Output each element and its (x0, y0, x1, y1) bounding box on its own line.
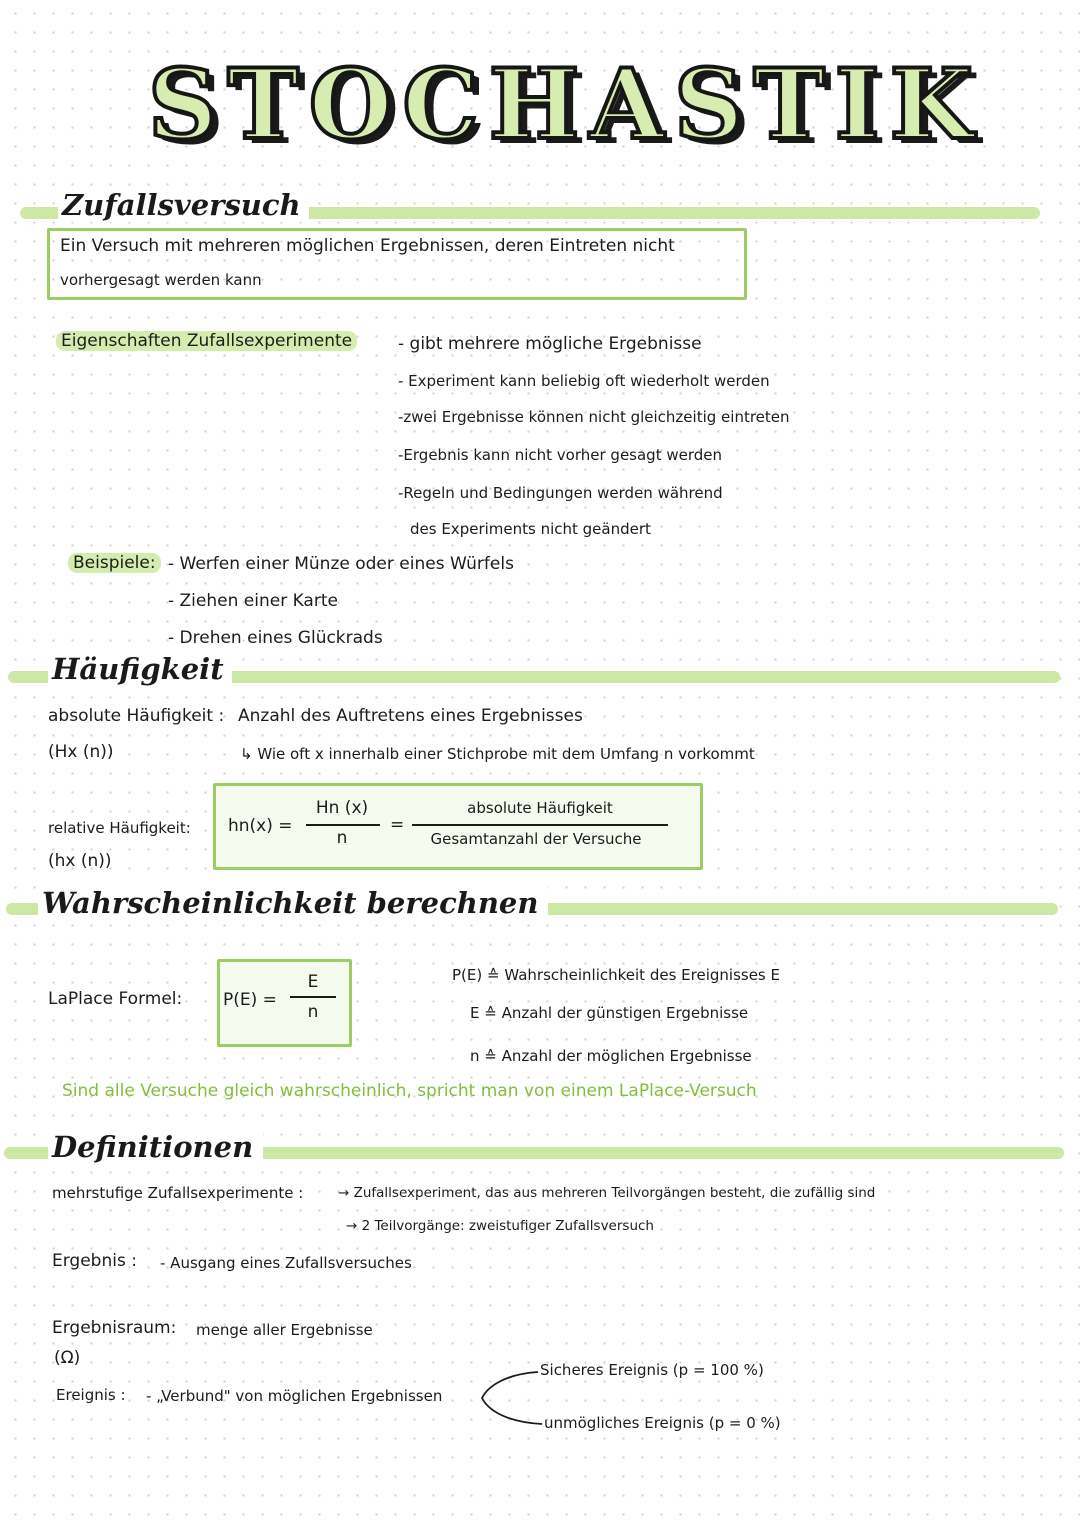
property-6: des Experiments nicht geändert (410, 520, 651, 538)
absolute-frequency-text: Anzahl des Auftretens eines Ergebnisses (238, 706, 583, 726)
fraction-1-line (306, 824, 380, 826)
heading-definitionen: Definitionen (48, 1130, 263, 1164)
formula-numerator: E (307, 972, 319, 992)
formula-lhs: P(E) = (223, 990, 277, 1010)
laplace-note: Sind alle Versuche gleich wahrscheinlich, spricht man von einem LaPlace-Versuch (62, 1081, 757, 1101)
legend-line-1: P(E) ≙ Wahrscheinlichkeit des Ereignisses E (452, 966, 780, 984)
property-1: - gibt mehrere mögliche Ergebnisse (398, 334, 702, 354)
example-3: - Drehen eines Glückrads (168, 628, 383, 648)
definition-line-1: Ein Versuch mit mehreren möglichen Ergebnissen, deren Eintreten nicht (60, 236, 675, 256)
ergebnisraum-label: Ergebnisraum: (52, 1318, 177, 1338)
absolute-frequency-label: absolute Häufigkeit : (48, 706, 225, 726)
relative-frequency-label: relative Häufigkeit: (48, 819, 191, 837)
legend-line-3: n ≙ Anzahl der möglichen Ergebnisse (470, 1047, 752, 1065)
laplace-label: LaPlace Formel: (48, 989, 183, 1009)
mehrstufig-note: → 2 Teilvorgänge: zweistufiger Zufallsversuch (346, 1218, 654, 1234)
examples-label: Beispiele: (68, 553, 161, 573)
fraction-2-numerator: absolute Häufigkeit (467, 799, 613, 817)
property-5: -Regeln und Bedingungen werden während (398, 484, 723, 502)
relative-frequency-symbol: (hx (n)) (48, 851, 112, 871)
example-1: - Werfen einer Münze oder eines Würfels (168, 554, 514, 574)
ereignis-label: Ereignis : (56, 1386, 126, 1404)
legend-line-2: E ≙ Anzahl der günstigen Ergebnisse (470, 1004, 749, 1022)
branch-unmoegliches-ereignis: unmögliches Ereignis (p = 0 %) (544, 1414, 781, 1432)
absolute-frequency-note: ↳ Wie oft x innerhalb einer Stichprobe mit dem Umfang n vorkommt (240, 745, 755, 763)
ergebnisraum-symbol: (Ω) (54, 1348, 81, 1368)
example-2: - Ziehen einer Karte (168, 591, 338, 611)
properties-label: Eigenschaften Zufallsexperimente (56, 331, 357, 351)
mehrstufig-text: → Zufallsexperiment, das aus mehreren Teilvorgängen besteht, die zufällig sind (338, 1185, 876, 1201)
heading-wahrscheinlichkeit: Wahrscheinlichkeit berechnen (38, 886, 548, 920)
ergebnis-text: - Ausgang eines Zufallsversuches (160, 1254, 412, 1272)
property-3: -zwei Ergebnisse können nicht gleichzeitig eintreten (398, 408, 790, 426)
heading-zufallsversuch: Zufallsversuch (58, 188, 309, 222)
branch-sicheres-ereignis: Sicheres Ereignis (p = 100 %) (540, 1361, 764, 1379)
property-4: -Ergebnis kann nicht vorher gesagt werden (398, 446, 723, 464)
formula-fraction-line (290, 996, 336, 998)
heading-haeufigkeit: Häufigkeit (48, 652, 232, 686)
fraction-1-denominator: n (336, 828, 348, 848)
fraction-2-denominator: Gesamtanzahl der Versuche (430, 830, 642, 848)
equals-sign: = (390, 815, 405, 835)
fraction-2-line (412, 824, 668, 826)
page-title: STOCHASTIK (148, 48, 984, 161)
ergebnis-label: Ergebnis : (52, 1251, 137, 1271)
mehrstufig-label: mehrstufige Zufallsexperimente : (52, 1184, 304, 1202)
ergebnisraum-text: menge aller Ergebnisse (196, 1321, 373, 1339)
formula-denominator: n (307, 1002, 319, 1022)
fraction-1-numerator: Hn (x) (315, 798, 369, 818)
branch-brace (476, 1364, 546, 1434)
definition-line-2: vorhergesagt werden kann (60, 271, 262, 289)
relative-frequency-lhs: hn(x) = (228, 816, 293, 836)
absolute-frequency-symbol: (Hx (n)) (48, 742, 114, 762)
property-2: - Experiment kann beliebig oft wiederholt werden (398, 372, 770, 390)
ereignis-text: - „Verbund" von möglichen Ergebnissen (146, 1387, 443, 1405)
